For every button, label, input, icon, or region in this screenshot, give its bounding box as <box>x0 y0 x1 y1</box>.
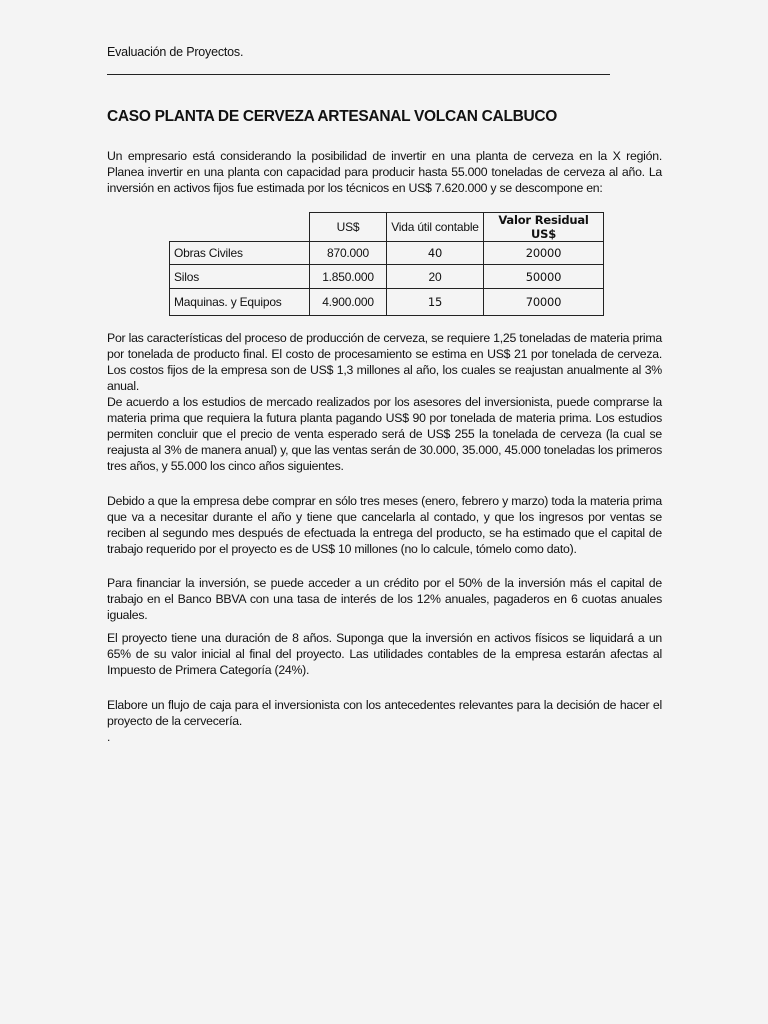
table-row <box>170 242 604 265</box>
row-usd-value: 870.000 <box>310 242 387 265</box>
table-corner-cell <box>170 213 310 242</box>
row-residual-value: 70000 <box>484 289 604 316</box>
header-divider <box>107 74 610 75</box>
row-item-label: Maquinas. y Equipos <box>170 289 310 316</box>
row-residual-value: 20000 <box>484 242 604 265</box>
row-item-label: Silos <box>170 265 310 289</box>
row-life-value: 20 <box>387 265 484 289</box>
row-residual-value: 50000 <box>484 265 604 289</box>
row-life-value: 15 <box>387 289 484 316</box>
market-paragraph: De acuerdo a los estudios de mercado realizados por los asesores del inversionista, puede comprarse la materia prima que requiera la futura planta pagando US$ 90 por tonelada de materia prima. Los estudios permiten concluir que el precio de venta esperado será de US$ 255 la tonelada de cerveza (la cual se reajusta al 3% de manera anual) y, que las ventas serán de 30.000, 35.000, 45.000 toneladas los primeros tres años, y 55.000 los cinco años siguientes. <box>107 395 662 473</box>
duration-paragraph: El proyecto tiene una duración de 8 años. Suponga que la inversión en activos físicos se liquidará a un 65% de su valor inicial al final del proyecto. Las utilidades contables de la empresa estarán afectas al Impuesto de Primera Categoría (24%). <box>107 631 662 677</box>
row-usd-value: 4.900.000 <box>310 289 387 316</box>
row-life-value: 40 <box>387 242 484 265</box>
row-usd-value: 1.850.000 <box>310 265 387 289</box>
fixed-assets-table <box>169 212 604 316</box>
working-capital-paragraph: Debido a que la empresa debe comprar en sólo tres meses (enero, febrero y marzo) toda la materia prima que va a necesitar durante el año y tiene que cancelarla al contado, y que los ingresos por ventas se reciben al segundo mes después de efectuada la entrega del producto, se ha estimado que el capital de trabajo requerido por el proyecto es de US$ 10 millones (no lo calcule, tómelo como dato). <box>107 494 662 556</box>
intro-paragraph: Un empresario está considerando la posibilidad de invertir en una planta de cerveza en la X región. Planea invertir en una planta con capacidad para producir hasta 55.000 toneladas de cerveza al año. La inversión en activos fijos fue estimada por los técnicos en US$ 7.620.000 y se descompone en: <box>107 149 662 195</box>
table-row <box>170 289 604 316</box>
financing-paragraph: Para financiar la inversión, se puede acceder a un crédito por el 50% de la inversión más el capital de trabajo en el Banco BBVA con una tasa de interés de los 12% anuales, pagaderos en 6 cuotas anuales iguales. <box>107 576 662 622</box>
table-header-row <box>170 213 604 242</box>
column-header-usd: US$ <box>310 213 387 242</box>
column-header-useful-life: Vida útil contable <box>387 213 484 242</box>
trailing-mark: . <box>107 730 111 744</box>
course-header: Evaluación de Proyectos. <box>107 45 244 59</box>
row-item-label: Obras Civiles <box>170 242 310 265</box>
column-header-residual-value: Valor Residual US$ <box>484 213 604 242</box>
case-title: CASO PLANTA DE CERVEZA ARTESANAL VOLCAN CALBUCO <box>107 108 558 125</box>
table-row <box>170 265 604 289</box>
production-paragraph: Por las características del proceso de producción de cerveza, se requiere 1,25 toneladas de materia prima por tonelada de producto final. El costo de procesamiento se estima en US$ 21 por tonelada de cerveza. Los costos fijos de la empresa son de US$ 1,3 millones al año, los cuales se reajustan anualmente al 3% anual. <box>107 331 662 393</box>
task-paragraph: Elabore un flujo de caja para el inversionista con los antecedentes relevantes para la decisión de hacer el proyecto de la cervecería. <box>107 698 662 728</box>
